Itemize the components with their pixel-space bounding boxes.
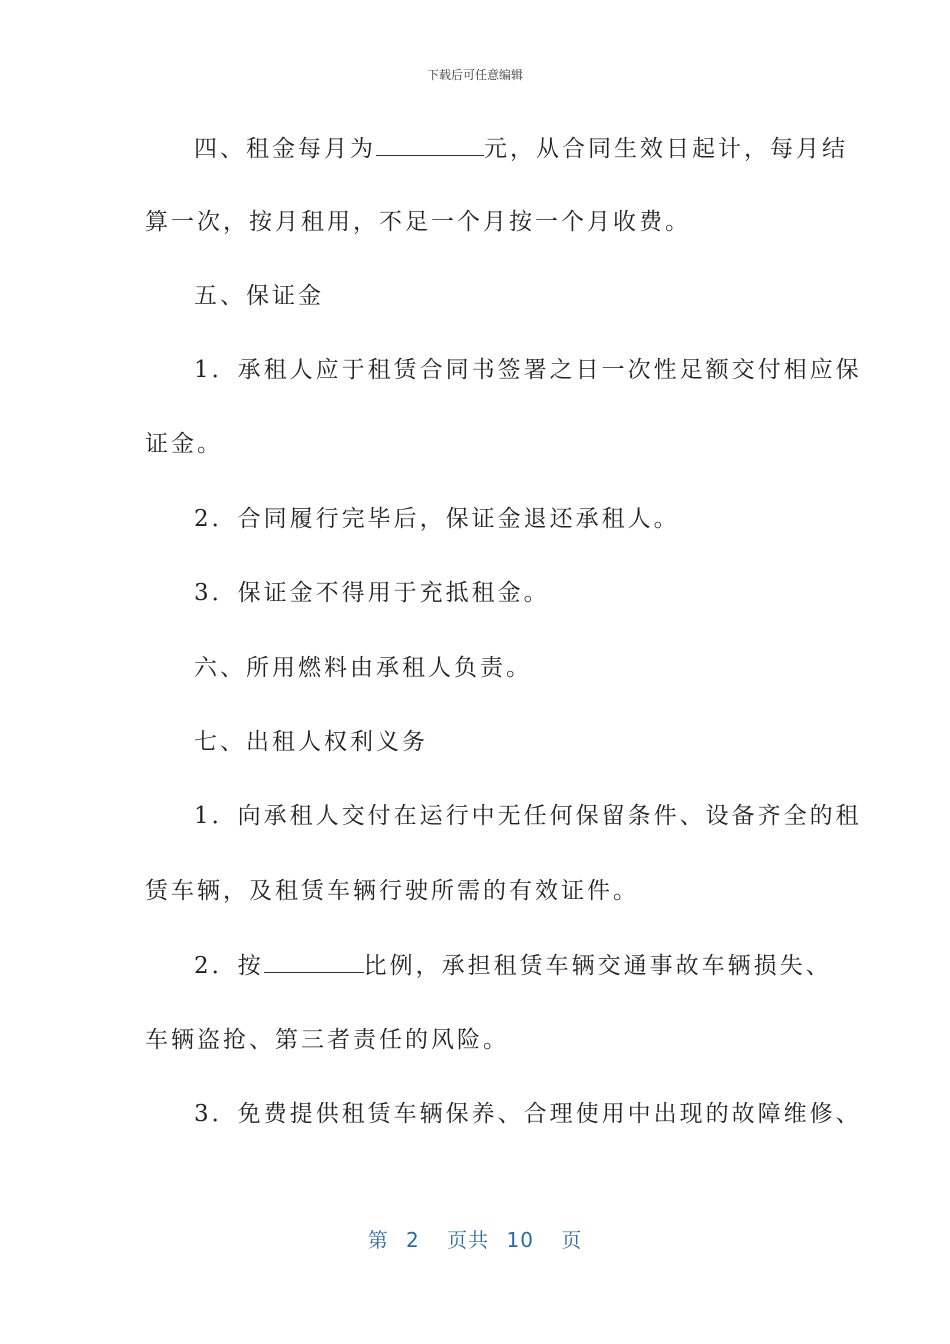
clause-4-line-1 (194, 133, 848, 164)
clause-7-2-text-a: 2．按 (194, 953, 264, 979)
footer-suffix: 页 (561, 1228, 583, 1252)
current-page-number: 2 (406, 1228, 420, 1252)
clause-7-2-text-b: 比例，承担租赁车辆交通事故车辆损失、 (363, 953, 832, 979)
clause-5-1-line-1: 1．承租人应于租赁合同书签署之日一次性足额交付相应保 (194, 357, 862, 383)
ratio-blank (264, 950, 364, 973)
clause-4-line-2: 算一次，按月租用，不足一个月按一个月收费。 (145, 209, 691, 235)
clause-7-2-line-1 (194, 950, 832, 981)
total-pages-number: 10 (506, 1228, 534, 1252)
clause-7-1-line-2: 赁车辆，及租赁车辆行驶所需的有效证件。 (145, 878, 639, 904)
clause-5-1-line-2: 证金。 (145, 431, 223, 457)
clause-7-2-line-2: 车辆盗抢、第三者责任的风险。 (145, 1027, 509, 1053)
page-header: 下载后可任意编辑 (426, 68, 523, 82)
clause-5-3: 3．保证金不得用于充抵租金。 (194, 580, 550, 606)
footer-middle: 页共 (447, 1228, 490, 1252)
clause-5-heading: 五、保证金 (194, 283, 324, 309)
clause-7-1-line-1: 1．向承租人交付在运行中无任何保留条件、设备齐全的租 (194, 803, 862, 829)
footer-prefix: 第 (367, 1228, 389, 1252)
clause-7-3-line-1: 3．免费提供租赁车辆保养、合理使用中出现的故障维修、 (194, 1101, 862, 1127)
clause-6: 六、所用燃料由承租人负责。 (194, 655, 532, 681)
clause-5-2: 2．合同履行完毕后，保证金退还承租人。 (194, 506, 680, 532)
page-footer (0, 1224, 950, 1253)
clause-4-text-a: 四、租金每月为 (194, 136, 376, 162)
rent-amount-blank (376, 133, 484, 156)
clause-7-heading: 七、出租人权利义务 (194, 729, 428, 755)
clause-4-text-b: 元，从合同生效日起计，每月结 (484, 136, 848, 162)
